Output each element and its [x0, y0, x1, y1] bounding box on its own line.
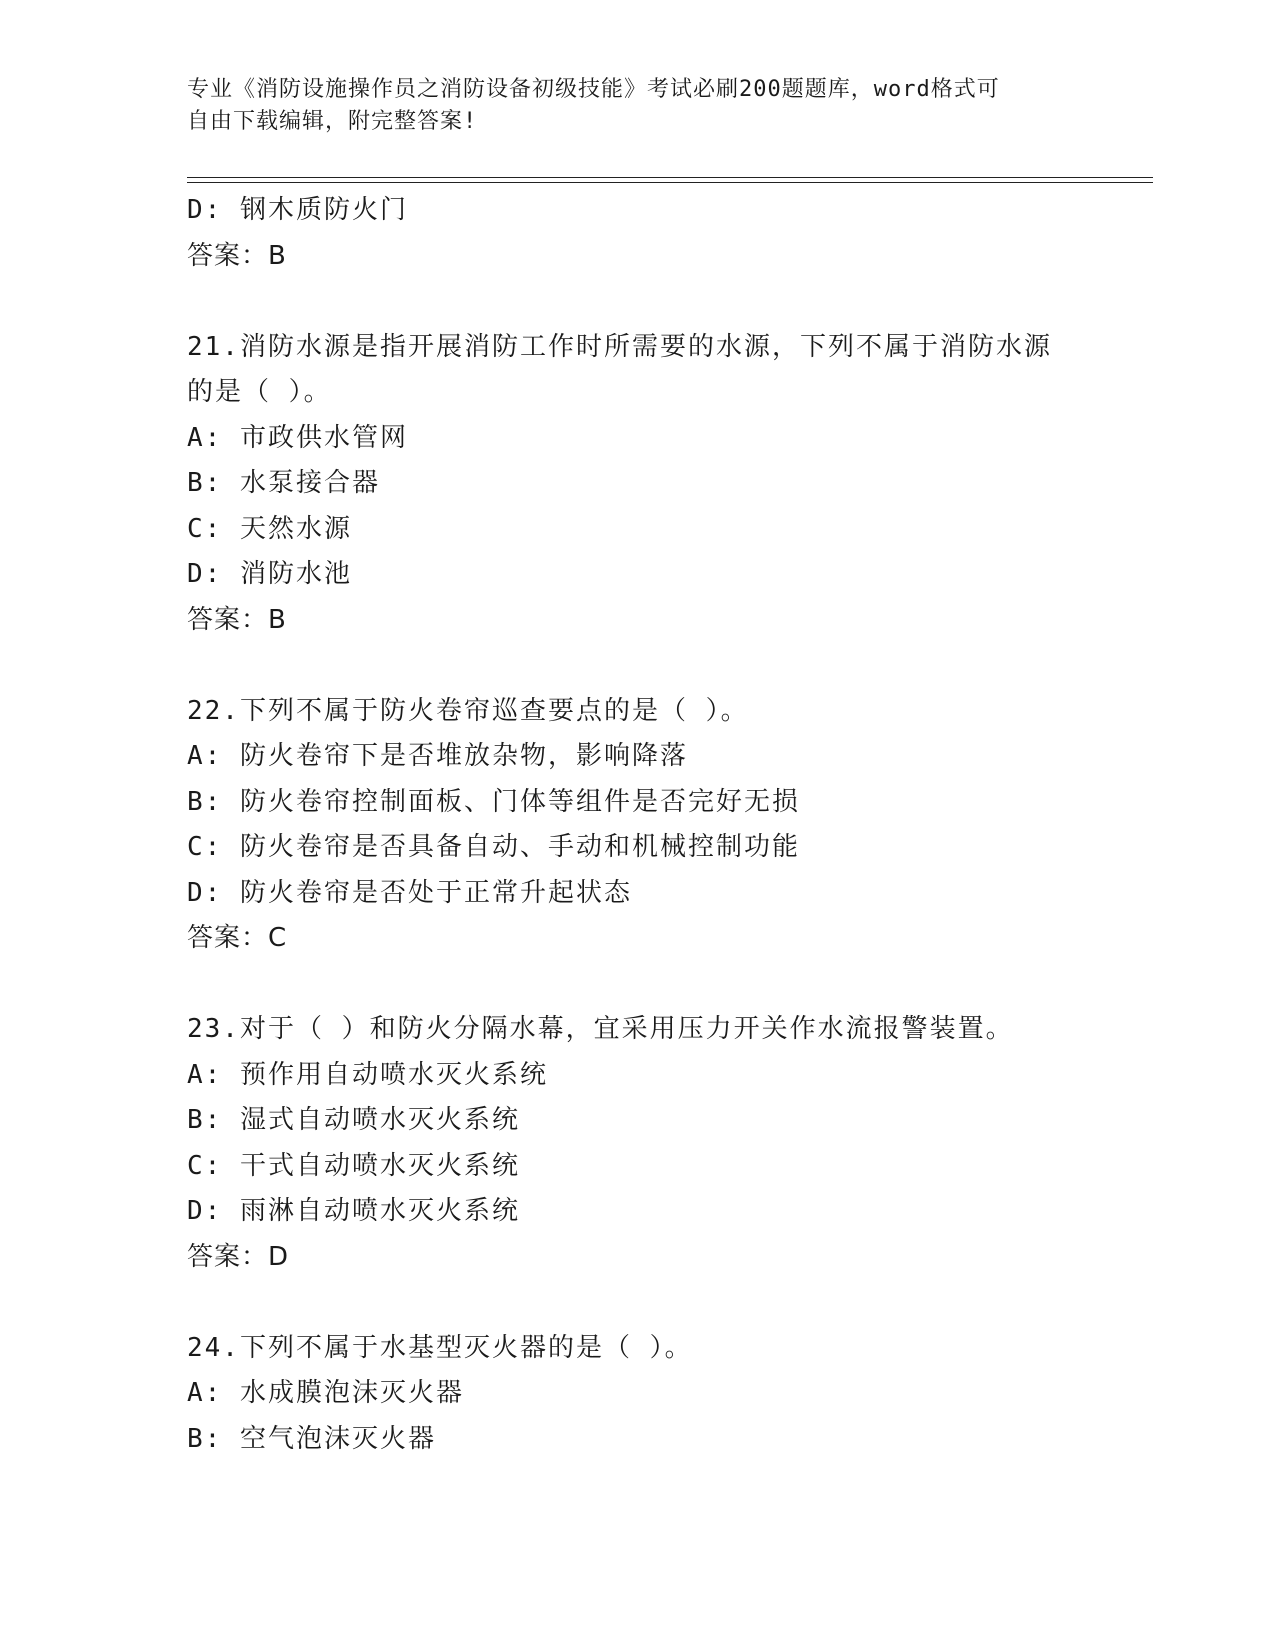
answer-line: 答案：D — [187, 1241, 290, 1272]
header-line-2: 自由下载编辑，附完整答案! — [187, 109, 478, 134]
option-c: C: 干式自动喷水灭火系统 — [187, 1150, 520, 1181]
document-header — [187, 74, 1067, 138]
question-21 — [187, 325, 1087, 644]
question-content — [187, 188, 1087, 1462]
spacer — [187, 1280, 1087, 1326]
option-c: C: 防火卷帘是否具备自动、手动和机械控制功能 — [187, 832, 800, 862]
spacer — [187, 643, 1087, 689]
answer-line: 答案：B — [187, 240, 287, 271]
answer-line: 答案：B — [187, 604, 287, 635]
option-b: B: 湿式自动喷水灭火系统 — [187, 1105, 520, 1135]
option-d: D: 雨淋自动喷水灭火系统 — [187, 1196, 520, 1226]
option-a: A: 防火卷帘下是否堆放杂物，影响降落 — [187, 741, 688, 771]
question-stem: 21.消防水源是指开展消防工作时所需要的水源，下列不属于消防水源 — [187, 331, 1052, 362]
option-c: C: 天然水源 — [187, 513, 352, 544]
question-stem: 22.下列不属于防火卷帘巡查要点的是（ ）。 — [187, 695, 749, 726]
question-stem-continued: 的是（ ）。 — [187, 377, 332, 407]
option-d: D: 防火卷帘是否处于正常升起状态 — [187, 877, 632, 908]
option-a: A: 预作用自动喷水灭火系统 — [187, 1059, 548, 1090]
header-line-1: 专业《消防设施操作员之消防设备初级技能》考试必刷200题题库，word格式可 — [187, 77, 1000, 102]
question-22 — [187, 689, 1087, 962]
header-divider-top — [187, 177, 1153, 178]
question-stem: 24.下列不属于水基型灭火器的是（ ）。 — [187, 1332, 693, 1363]
spacer — [187, 279, 1087, 325]
option-b: B: 水泵接合器 — [187, 468, 380, 498]
header-divider-bottom — [187, 182, 1153, 183]
question-stem: 23.对于（ ）和防火分隔水幕，宜采用压力开关作水流报警装置。 — [187, 1014, 1014, 1044]
option-d: D: 消防水池 — [187, 559, 352, 589]
question-20-tail — [187, 188, 1087, 279]
question-24 — [187, 1326, 1087, 1463]
answer-line: 答案：C — [187, 923, 288, 953]
option-d: D: 钢木质防火门 — [187, 195, 408, 225]
option-b: B: 空气泡沫灭火器 — [187, 1423, 436, 1454]
option-b: B: 防火卷帘控制面板、门体等组件是否完好无损 — [187, 786, 800, 817]
question-23 — [187, 1007, 1087, 1280]
spacer — [187, 962, 1087, 1008]
option-a: A: 市政供水管网 — [187, 422, 408, 453]
option-a: A: 水成膜泡沫灭火器 — [187, 1378, 464, 1408]
